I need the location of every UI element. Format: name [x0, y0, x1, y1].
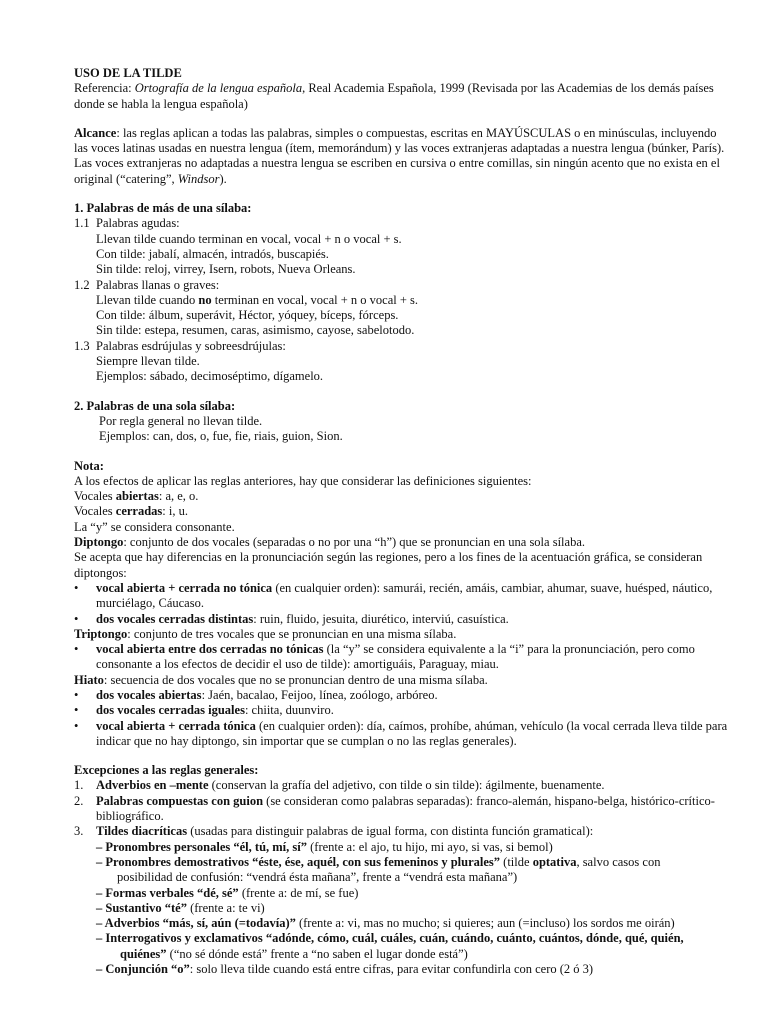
reference-book: Ortografía de la lengua española [134, 81, 303, 96]
list-item: • dos vocales cerradas iguales: chiita, duunviro. [74, 703, 728, 718]
rule-esdrujulas: Siempre llevan tilde. [96, 354, 200, 369]
section-2-heading: 2. Palabras de una sola sílaba: [74, 398, 236, 413]
note-intro: A los efectos de aplicar las reglas anteriores, hay que considerar las definiciones siguientes: [74, 473, 532, 488]
diacritic-item: – Conjunción “o”: solo lleva tilde cuando está entre cifras, para evitar confundirla con cero (2 ó 3) [96, 962, 594, 977]
rule-agudas-without: Sin tilde: reloj, virrey, Isern, robots, Nueva Orleans. [96, 262, 356, 277]
diacritic-item: – Sustantivo “té” (frente a: te vi) [96, 900, 265, 915]
diphthong-note: Se acepta que hay diferencias en la pronunciación según las regiones, pero a los fines de la acentuación gráfica, se consideran diptongos: [74, 550, 703, 580]
rule-llanas-with: Con tilde: álbum, superávit, Héctor, yóquey, bíceps, fórceps. [96, 308, 399, 323]
closed-vowels: Vocales cerradas: i, u. [74, 504, 188, 519]
list-item: • vocal abierta entre dos cerradas no tónicas (la “y” se considera equivalente a la “i” para la pronunciación, pero como consonante a los efectos de decidir el uso de tilde): amortiguáis, Paraguay, miau. [74, 642, 728, 673]
scope-paragraph: Alcance: las reglas aplican a todas las palabras, simples o compuestas, escritas en MAYÚSCULAS o en minúsculas, incluyendo las voces latinas usadas en nuestra lengua (ítem, memorándum) y las voces extranjeras adaptadas a nuestra lengua (búnker, París). Las voces extranjeras no adaptadas a nuestra lengua se escriben en cursiva o entre comillas, sin ningún acento que no exista en el original (“catering”, Windsor). [74, 125, 725, 186]
rule-agudas-with: Con tilde: jabalí, almacén, intradós, buscapiés. [96, 246, 329, 261]
rule-llanas-without: Sin tilde: estepa, resumen, caras, asimismo, cayose, sabelotodo. [96, 323, 415, 338]
diphthong-definition: Diptongo: conjunto de dos vocales (separadas o no por una “h”) que se pronuncian en una sola sílaba. [74, 535, 585, 550]
hiatus-definition: Hiato: secuencia de dos vocales que no se pronuncian dentro de una misma sílaba. [74, 672, 488, 687]
diacritic-item: – Adverbios “más, sí, aún (=todavía)” (frente a: vi, mas no mucho; si quieres; aun (=incluso) los sordos me oirán) [96, 916, 675, 931]
rule-monosyllables-examples: Ejemplos: can, dos, o, fue, fie, riais, guion, Sion. [99, 429, 343, 444]
rule-monosyllables: Por regla general no llevan tilde. [99, 413, 263, 428]
list-item: • vocal abierta + cerrada no tónica (en cualquier orden): samurái, recién, amáis, cambiar, ahumar, suave, huésped, náutico, murciélago, Cáucaso. [74, 581, 728, 612]
diacritic-item: – Pronombres demostrativos “éste, ése, aquél, con sus femeninos y plurales” (tilde optativa, salvo casos con [96, 854, 661, 869]
diacritic-item: – Formas verbales “dé, sé” (frente a: de mí, se fue) [96, 885, 359, 900]
list-item: • vocal abierta + cerrada tónica (en cualquier orden): día, caímos, prohíbe, ahúman, vehículo (la vocal cerrada lleva tilde para indicar que no hay diptongo, sin importar que se cumplan o no las reglas generales). [74, 719, 728, 750]
list-item: • dos vocales abiertas: Jaén, bacalao, Feijoo, línea, zoólogo, arbóreo. [74, 688, 728, 703]
diacritic-item: – Pronombres personales “él, tú, mí, sí” (frente a: el ajo, tu hijo, mi ayo, si vas, si bemol) [96, 839, 553, 854]
list-item: 3. Tildes diacríticas (usadas para distinguir palabras de igual forma, con distinta función gramatical): [74, 824, 594, 839]
exceptions-heading: Excepciones a las reglas generales: [74, 763, 259, 778]
rule-agudas-title: 1.1 Palabras agudas: [74, 216, 180, 231]
rule-agudas: Llevan tilde cuando terminan en vocal, vocal + n o vocal + s. [96, 231, 402, 246]
rule-llanas: Llevan tilde cuando no terminan en vocal, vocal + n o vocal + s. [96, 292, 419, 307]
diacritic-item: – Interrogativos y exclamativos “adónde, cómo, cuál, cuáles, cuán, cuándo, cuánto, cuántos, dónde, qué, quién, quiénes” (“no sé dónde está” frente a “no saben el lugar donde está”) [96, 931, 684, 961]
rule-esdrujulas-examples: Ejemplos: sábado, decimoséptimo, dígamelo. [96, 369, 324, 384]
note-heading: Nota: [74, 458, 104, 473]
y-consonant: La “y” se considera consonante. [74, 519, 235, 534]
open-vowels: Vocales abiertas: a, e, o. [74, 489, 199, 504]
list-item: 1. Adverbios en –mente (conservan la grafía del adjetivo, con tilde o sin tilde): ágilmente, buenamente. [74, 778, 605, 793]
triphthong-definition: Triptongo: conjunto de tres vocales que se pronuncian en una misma sílaba. [74, 626, 457, 641]
diacritic-item-continued: posibilidad de confusión: “vendrá ésta mañana”, frente a “vendrá esta mañana”) [117, 870, 518, 885]
list-item: • dos vocales cerradas distintas: ruin, fluido, jesuita, diurético, interviú, casuística. [74, 612, 728, 627]
section-1-heading: 1. Palabras de más de una sílaba: [74, 201, 252, 216]
list-item: 2. Palabras compuestas con guion (se consideran como palabras separadas): franco-alemán, hispano-belga, histórico-crítico-bibliográfico. [74, 793, 715, 824]
rule-esdrujulas-title: 1.3 Palabras esdrújulas y sobreesdrújulas: [74, 338, 286, 353]
rule-llanas-title: 1.2 Palabras llanas o graves: [74, 277, 220, 292]
document-title: USO DE LA TILDE [74, 66, 182, 80]
reference: Referencia: Ortografía de la lengua española, Real Academia Española, 1999 (Revisada por las Academias de los demás países donde se habla la lengua española) [74, 81, 714, 111]
